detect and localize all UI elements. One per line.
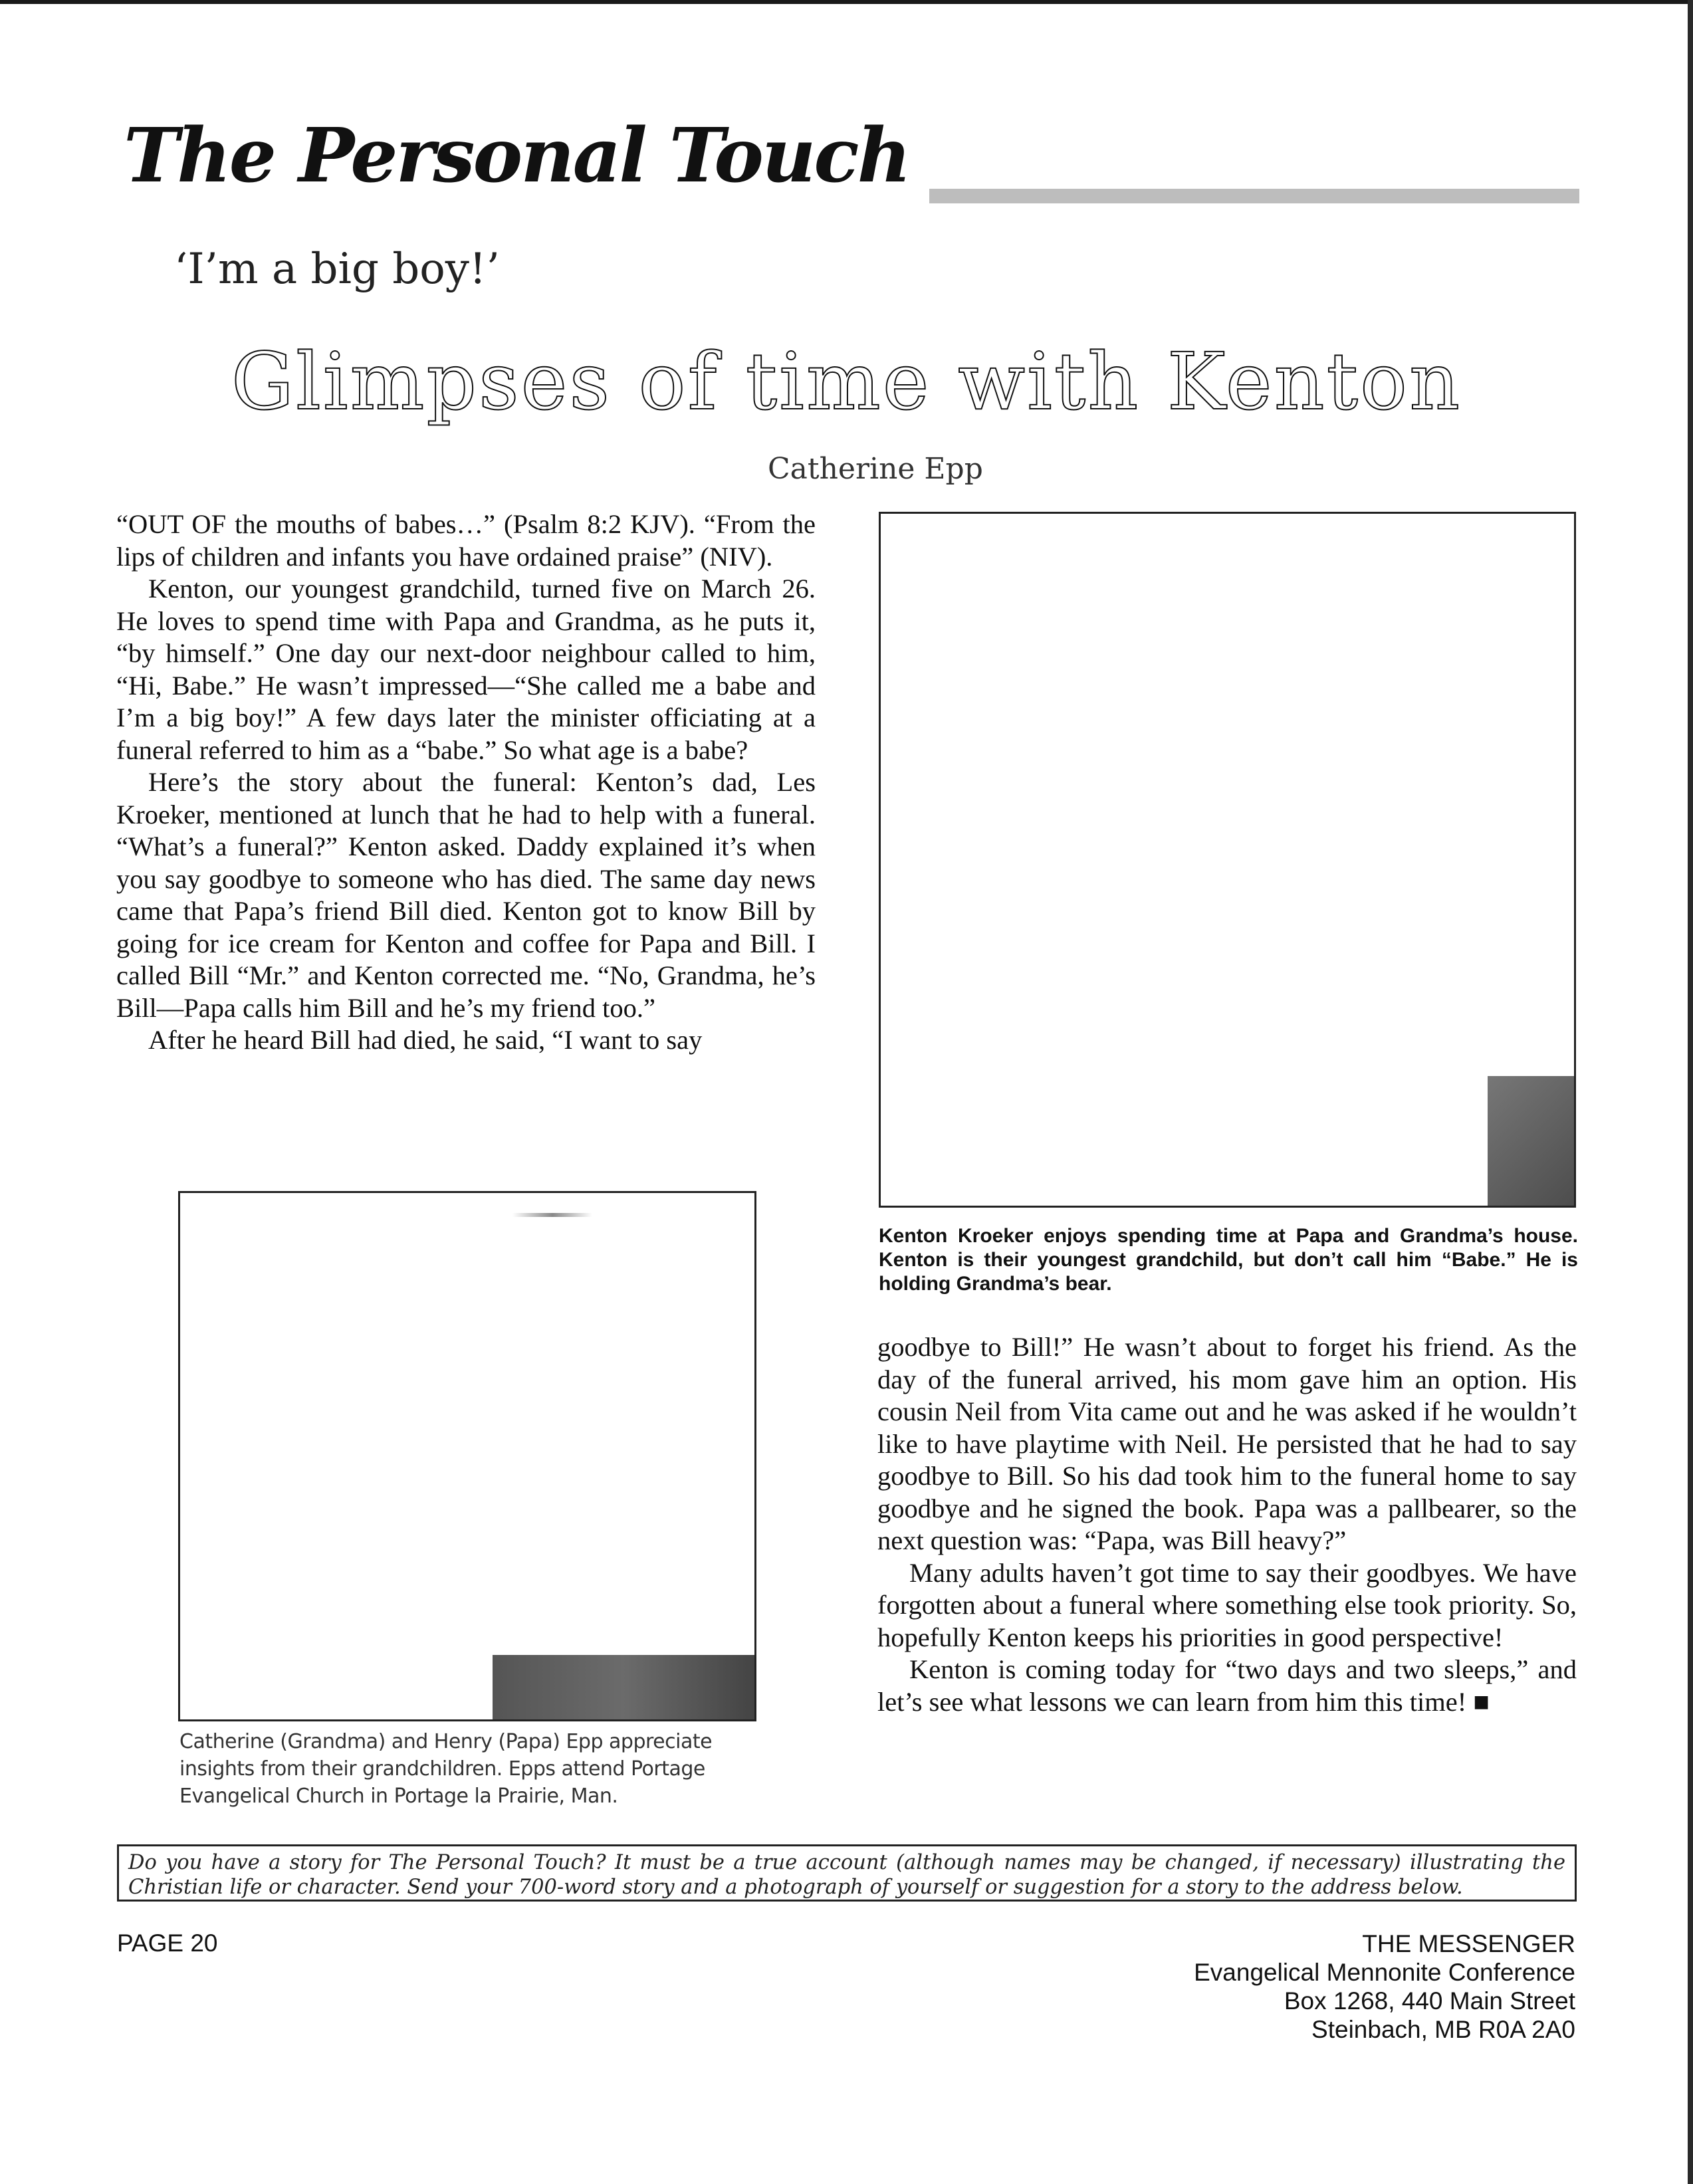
kenton-photo — [879, 512, 1576, 1208]
publisher-address — [1194, 1929, 1575, 2044]
article-byline: Catherine Epp — [768, 452, 983, 486]
right-text-column — [877, 1331, 1577, 1718]
address-line: Evangelical Mennonite Conference — [1194, 1959, 1575, 1986]
paragraph: goodbye to Bill!” He wasn’t about to forget his friend. As the day of the funeral arrived, his mom gave him an option. His cousin Neil from Vita came out and he was asked if he wouldn’t like to have playtime with Neil. He persisted that he had to say goodbye to Bill. So his dad took him to the funeral home to say goodbye and he signed the book. Papa was a pallbearer, so the next question was: “Papa, was Bill heavy?” — [877, 1332, 1577, 1555]
grandparents-photo-caption: Catherine (Grandma) and Henry (Papa) Epp appreciate insights from their grandchildren. Epps attend Portage Evangelical Church in Portage la Prairie, Man. — [179, 1730, 713, 1808]
submission-note: Do you have a story for The Personal Touch? It must be a true account (although names may be changed, if necessary) illustrating the Christian life or character. Send your 700-word story and a photograph of yourself or suggestion for a story to the address below. — [117, 1844, 1577, 1902]
left-text-column — [116, 508, 816, 1057]
photo-shadow-detail — [1488, 1076, 1574, 1206]
article-headline: Glimpses of time with Kenton — [231, 336, 1462, 427]
address-line: Steinbach, MB R0A 2A0 — [1311, 2016, 1575, 2043]
section-title: The Personal Touch — [124, 106, 929, 206]
address-line: THE MESSENGER — [1362, 1930, 1575, 1957]
paragraph: After he heard Bill had died, he said, “I want to say — [148, 1025, 703, 1055]
grandparents-photo — [178, 1191, 756, 1721]
page-top-edge — [0, 0, 1693, 4]
page-right-edge — [1688, 0, 1693, 2184]
paragraph: Many adults haven’t got time to say their goodbyes. We have forgotten about a funeral where something else took priority. So, hopefully Kenton keeps his priorities in good perspective! — [877, 1557, 1577, 1652]
address-line: Box 1268, 440 Main Street — [1284, 1987, 1575, 2015]
paragraph: “OUT OF the mouths of babes…” (Psalm 8:2 KJV). “From the lips of children and infants you have ordained praise” (NIV). — [116, 509, 816, 572]
paragraph: Here’s the story about the funeral: Kenton’s dad, Les Kroeker, mentioned at lunch that he had to help with a funeral. “What’s a funeral?” Kenton asked. Daddy explained it’s when you say goodbye to someone who has died. The same day news came that Papa’s friend Bill died. Kenton got to know Bill by going for ice cream for Kenton and coffee for Papa and Bill. I called Bill “Mr.” and Kenton corrected me. “No, Grandma, he’s Bill—Papa calls him Bill and he’s my friend too.” — [116, 767, 816, 1023]
section-banner — [124, 106, 1579, 213]
photo-detail — [512, 1213, 592, 1217]
paragraph: Kenton, our youngest grandchild, turned five on March 26. He loves to spend time with Papa and Grandma, as he puts it, “by himself.” One day our next-door neighbour called to him, “Hi, Babe.” He wasn’t impressed—“She called me a babe and I’m a big boy!” A few days later the minister officiating at a funeral referred to him as a “babe.” So what age is a babe? — [116, 574, 816, 765]
kenton-photo-caption: Kenton Kroeker enjoys spending time at Papa and Grandma’s house. Kenton is their youngest grandchild, but don’t call him “Babe.” He is holding Grandma’s bear. — [879, 1225, 1578, 1295]
photo-shadow-detail — [493, 1655, 754, 1719]
paragraph: Kenton is coming today for “two days and two sleeps,” and let’s see what lessons we can learn from him this time! ■ — [877, 1654, 1577, 1717]
page-number: PAGE 20 — [117, 1929, 218, 1957]
article-kicker: ‘I’m a big boy!’ — [174, 245, 500, 294]
